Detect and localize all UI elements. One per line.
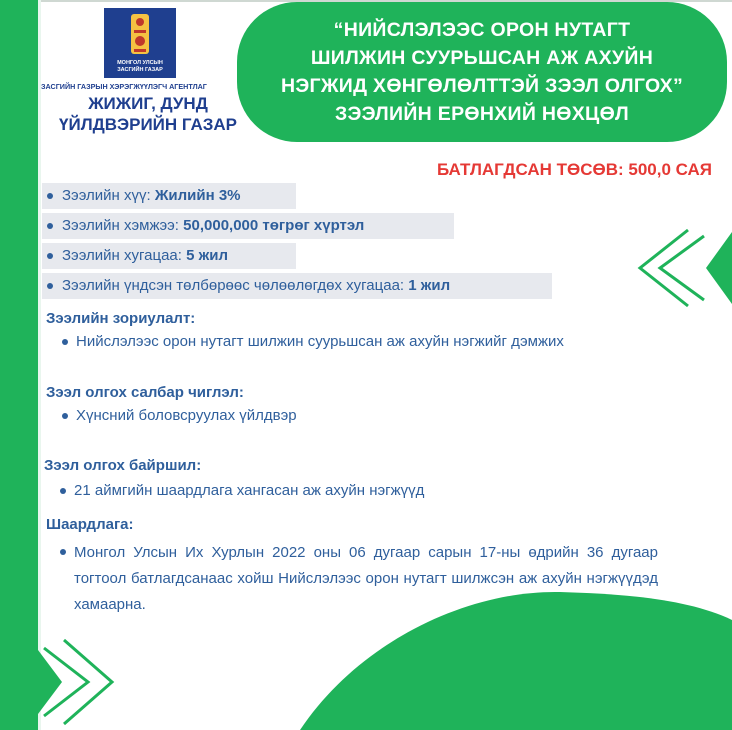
term-label: Зээлийн хугацаа: [62, 247, 187, 264]
sector-title: Зээл олгох салбар чиглэл: [46, 384, 244, 401]
term-value: Жилийн 3% [154, 187, 241, 204]
agency-name-line2: ҮЙЛДВЭРИЙН ГАЗАР [59, 115, 237, 134]
title-line3: НЭГЖИД ХӨНГӨЛӨЛТТЭЙ ЗЭЭЛ ОЛГОХ” [280, 75, 684, 97]
title-line1: “НИЙСЛЭЛЭЭС ОРОН НУТАГТ [333, 19, 631, 41]
title-line2: ШИЛЖИН СУУРЬШСАН АЖ АХУЙН [310, 47, 654, 69]
title-banner [237, 2, 727, 142]
term-duration [62, 243, 228, 269]
term-label: Зээлийн хүү: [62, 187, 155, 204]
bullet-icon [60, 488, 66, 494]
approved-budget: БАТЛАГДСАН ТӨСӨВ: 500,0 САЯ [436, 160, 712, 179]
government-logo [104, 8, 176, 78]
right-chevron-outer-icon [640, 230, 688, 306]
agency-name [41, 93, 255, 135]
bullet-icon [47, 253, 53, 259]
soyombo-emblem-icon [104, 8, 176, 60]
term-interest [62, 183, 241, 209]
location-item: 21 аймгийн шаардлага хангасан аж ахуйн нэгжүүд [74, 482, 425, 499]
logo-caption-line1: МОНГОЛ УЛСЫН [117, 60, 163, 66]
right-chevron-solid-icon [706, 232, 732, 304]
bullet-icon [47, 193, 53, 199]
term-value: 50,000,000 төгрөг хүртэл [183, 217, 365, 234]
title-line4: ЗЭЭЛИЙН ЕРӨНХИЙ НӨХЦӨЛ [334, 103, 630, 125]
bullet-icon [47, 223, 53, 229]
bullet-icon [47, 283, 53, 289]
bullet-icon [62, 339, 68, 345]
purpose-title: Зээлийн зориулалт: [46, 310, 196, 327]
term-amount [62, 213, 364, 239]
page-title [237, 16, 727, 128]
location-title: Зээл олгох байршил: [44, 457, 202, 474]
sector-item: Хүнсний боловсруулах үйлдвэр [76, 407, 297, 424]
term-grace-period [62, 273, 450, 299]
logo-caption-line2: ЗАСГИЙН ГАЗАР [117, 67, 163, 73]
term-label: Зээлийн үндсэн төлбөрөөс чөлөөлөгдөх хугацаа: [62, 277, 409, 294]
bullet-icon [60, 549, 66, 555]
term-label: Зээлийн хэмжээ: [62, 217, 184, 234]
agency-name-line1: ЖИЖИГ, ДУНД [88, 94, 208, 113]
purpose-item: Нийслэлээс орон нутагт шилжин суурьшсан аж ахуйн нэгжийг дэмжих [76, 333, 564, 350]
term-value: 1 жил [408, 277, 451, 294]
agency-subtitle: ЗАСГИЙН ГАЗРЫН ХЭРЭГЖҮҮЛЭГЧ АГЕНТЛАГ [41, 82, 207, 91]
bullet-icon [62, 413, 68, 419]
requirement-item: Монгол Улсын Их Хурлын 2022 оны 06 дугаар сарын 17-ны өдрийн 36 дугаар тогтоол батлагдсанаас хойш Нийслэлээс орон нутагт шилжсэн аж ахуйн нэгжүүдэд хамаарна. [74, 544, 658, 613]
requirement-title: Шаардлага: [46, 516, 134, 533]
term-value: 5 жил [186, 247, 229, 264]
